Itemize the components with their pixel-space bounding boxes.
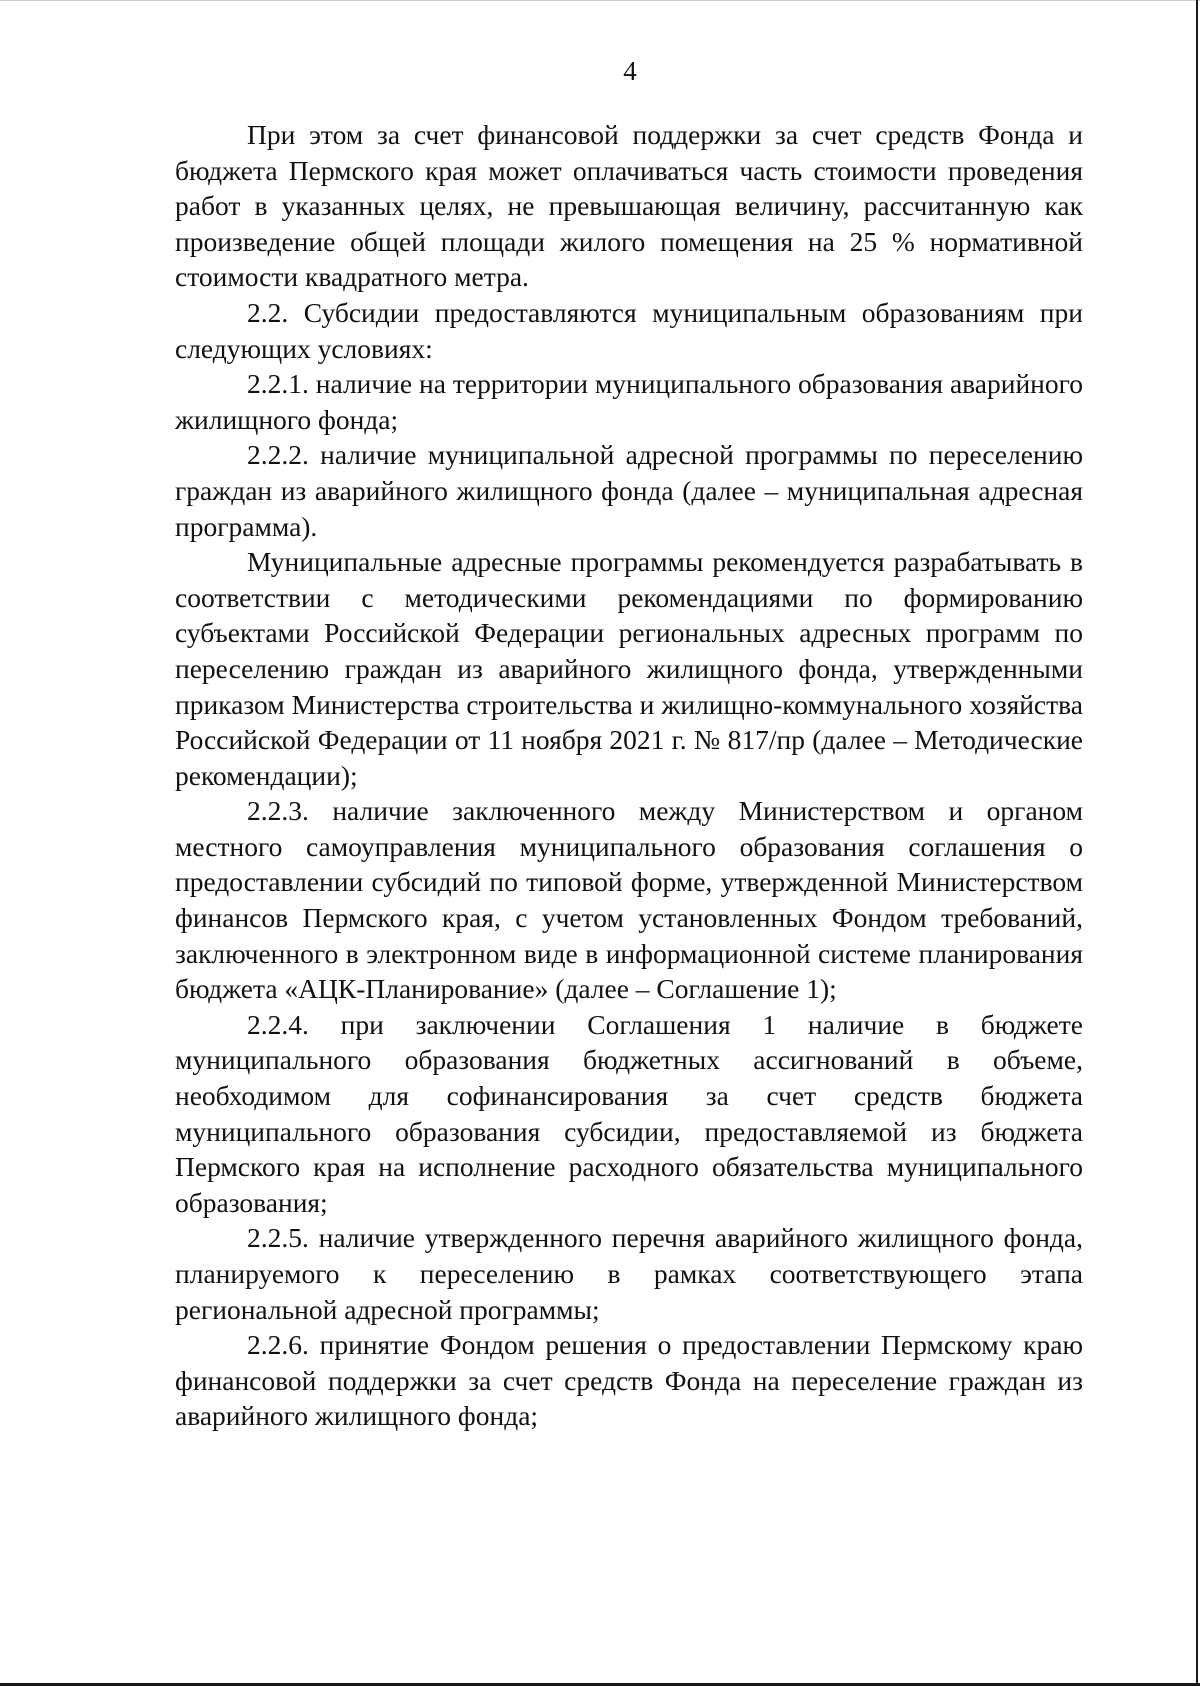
paragraph-2-2-6: 2.2.6. принятие Фондом решения о предоставлении Пермскому краю финансовой поддержки за счет средств Фонда на переселение граждан из аварийного жилищного фонда; (175, 1329, 1083, 1432)
page-number: 4 (623, 56, 637, 86)
scan-edge-top (0, 0, 1200, 1)
document-body (175, 117, 1083, 1434)
paragraph-2-2: 2.2. Субсидии предоставляются муниципальным образованиям при следующих условиях: (175, 296, 1083, 364)
paragraph-2-2-1: 2.2.1. наличие на территории муниципального образования аварийного жилищного фонда; (175, 368, 1083, 435)
paragraph-2-2-3: 2.2.3. наличие заключенного между Министерством и органом местного самоуправления муниципального образования соглашения о предоставлении субсидий по типовой форме, утвержденной Министерством финансов Пермского края, с учетом установленных Фондом требований, заключенного в электронном виде в информационной системе планирования бюджета «АЦК-Планирование» (далее – Соглашение 1); (175, 795, 1083, 1005)
paragraph-municipal-programs: Муниципальные адресные программы рекомендуется разрабатывать в соответствии с методическими рекомендациями по формированию субъектами Российской Федерации региональных адресных программ по переселению граждан из аварийного жилищного фонда, утвержденными приказом Министерства строительства и жилищно-коммунального хозяйства Российской Федерации от 11 ноября 2021 г. № 817/пр (далее – Методические рекомендации); (175, 546, 1083, 791)
paragraph-2-2-4: 2.2.4. при заключении Соглашения 1 наличие в бюджете муниципального образования бюджетных ассигнований в объеме, необходимом для софинансирования за счет средств бюджета муниципального образования субсидии, предоставляемой из бюджета Пермского края на исполнение расходного обязательства муниципального образования; (175, 1008, 1083, 1218)
paragraph-2-2-5: 2.2.5. наличие утвержденного перечня аварийного жилищного фонда, планируемого к переселению в рамках соответствующего этапа региональной адресной программы; (175, 1222, 1083, 1325)
paragraph-2-2-2: 2.2.2. наличие муниципальной адресной программы по переселению граждан из аварийного жилищного фонда (далее – муниципальная адресная программа). (175, 439, 1083, 542)
scan-edge-right (1196, 0, 1198, 1686)
paragraph-financial-support: При этом за счет финансовой поддержки за счет средств Фонда и бюджета Пермского края может оплачиваться часть стоимости проведения работ в указанных целях, не превышающая величину, рассчитанную как произведение общей площади жилого помещения на 25 % нормативной стоимости квадратного метра. (175, 119, 1083, 293)
